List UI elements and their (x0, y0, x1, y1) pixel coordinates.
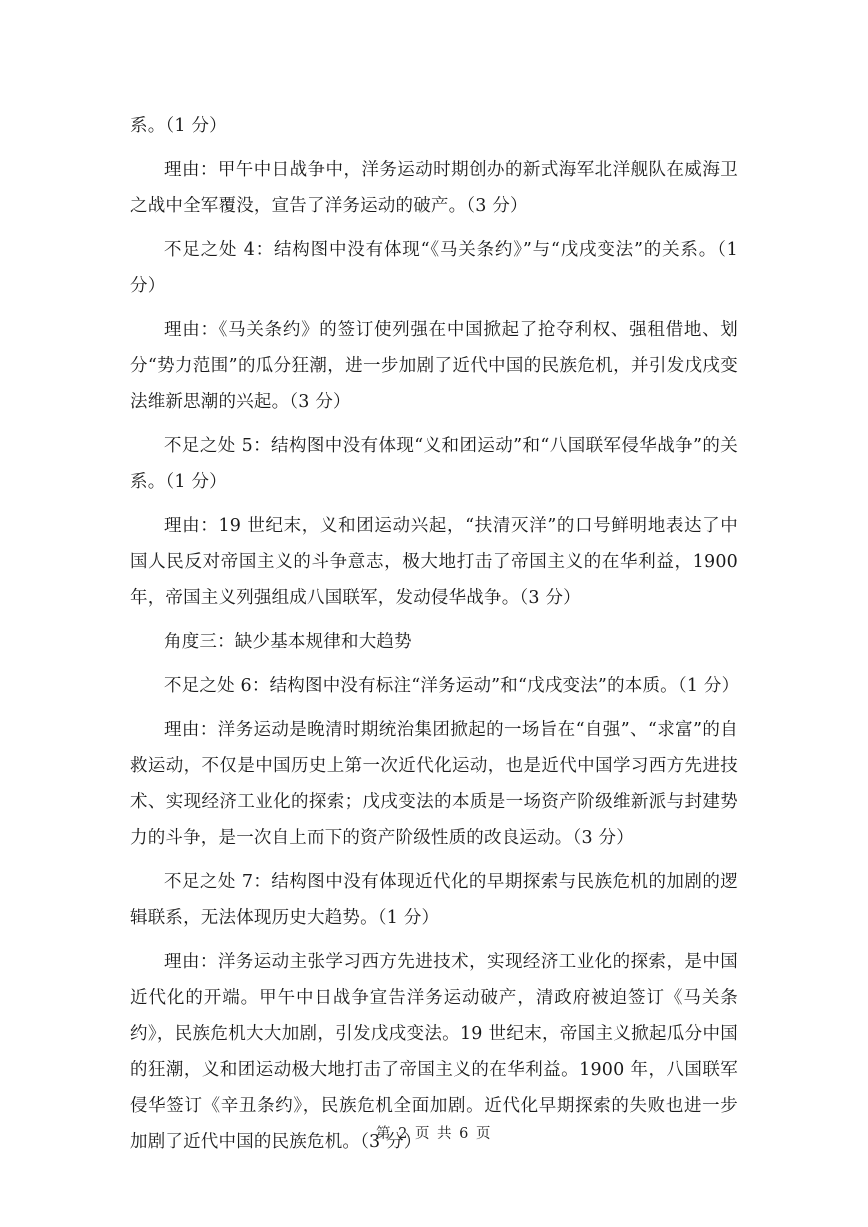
section-heading-angle-3: 角度三：缺少基本规律和大趋势 (164, 632, 412, 652)
paragraph-shortcoming-4: 不足之处 4：结构图中没有体现“《马关条约》”与“戊戌变法”的关系。（1 分） (130, 240, 738, 296)
paragraph-reason-3: 理由：甲午中日战争中，洋务运动时期创办的新式海军北洋舰队在威海卫之战中全军覆没，宣告了洋务运动的破产。（3 分） (130, 160, 738, 216)
page-number-footer: 第 2 页 共 6 页 (376, 1126, 492, 1142)
paragraph-reason-6: 理由：洋务运动是晚清时期统治集团掀起的一场旨在“自强”、“求富”的自救运动，不仅是中国历史上第一次近代化运动，也是近代中国学习西方先进技术、实现经济工业化的探索；戊戌变法的本质是一场资产阶级维新派与封建势力的斗争，是一次自上而下的资产阶级性质的改良运动。（3 分） (130, 720, 738, 848)
paragraph-shortcoming-6: 不足之处 6：结构图中没有标注“洋务运动”和“戊戌变法”的本质。（1 分） (164, 676, 740, 696)
paragraph-reason-5: 理由：19 世纪末，义和团运动兴起，“扶清灭洋”的口号鲜明地表达了中国人民反对帝国主义的斗争意志，极大地打击了帝国主义的在华利益，1900 年，帝国主义列强组成八国联军，发动侵华战争。（3 分） (130, 516, 738, 608)
document-body (130, 108, 738, 1160)
paragraph-reason-4: 理由：《马关条约》的签订使列强在中国掀起了抢夺利权、强租借地、划分“势力范围”的瓜分狂潮，进一步加剧了近代中国的民族危机，并引发戊戌变法维新思潮的兴起。（3 分） (130, 320, 738, 412)
paragraph-continuation: 系。（1 分） (130, 116, 227, 136)
paragraph-shortcoming-7: 不足之处 7：结构图中没有体现近代化的早期探索与民族危机的加剧的逻辑联系，无法体现历史大趋势。（1 分） (130, 872, 738, 928)
paragraph-reason-7: 理由：洋务运动主张学习西方先进技术，实现经济工业化的探索，是中国近代化的开端。甲午中日战争宣告洋务运动破产，清政府被迫签订《马关条约》，民族危机大大加剧，引发戊戌变法。19 世纪末，帝国主义掀起瓜分中国的狂潮，义和团运动极大地打击了帝国主义的在华利益。1900 年，八国联军侵华签订《辛丑条约》，民族危机全面加剧。近代化早期探索的失败也进一步加剧了近代中国的民族危机。（3 分） (130, 952, 738, 1152)
paragraph-shortcoming-5: 不足之处 5：结构图中没有体现“义和团运动”和“八国联军侵华战争”的关系。（1 分） (130, 436, 738, 492)
